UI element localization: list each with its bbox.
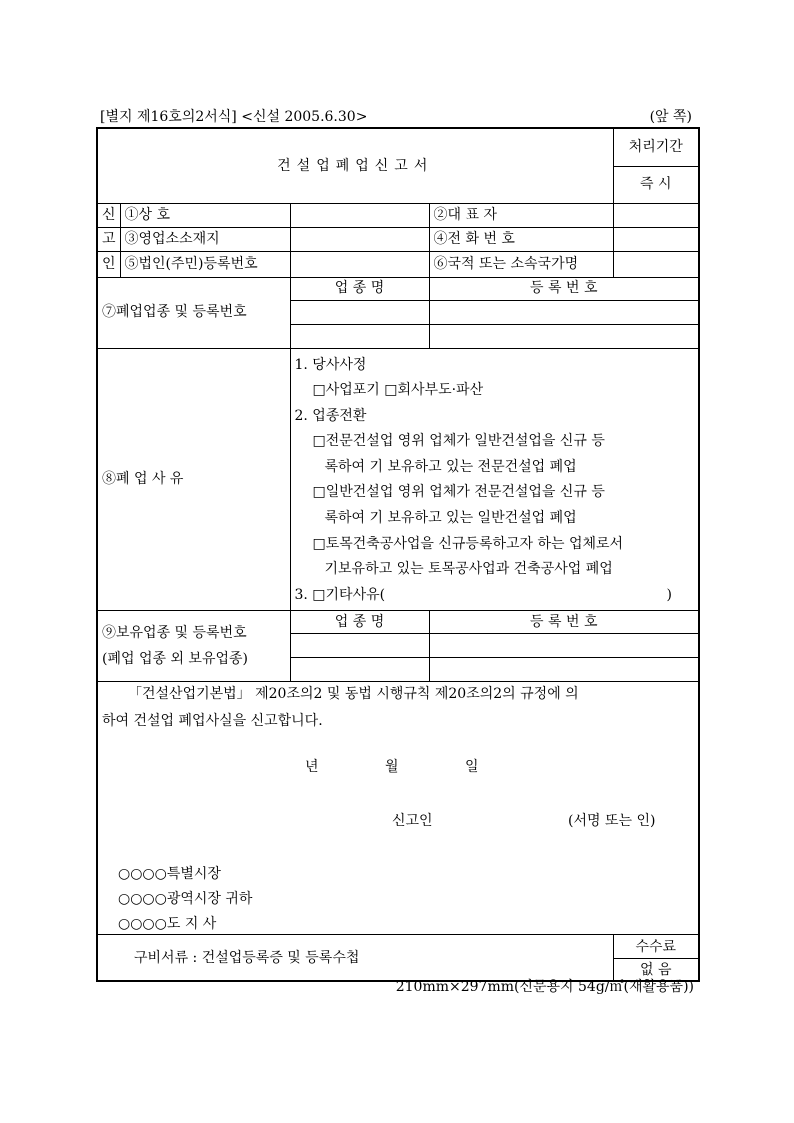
form-header xyxy=(100,106,696,126)
signature-note: (서명 또는 인) xyxy=(568,813,656,830)
trade-name-field[interactable] xyxy=(290,203,429,227)
addressee-special-city: ○○○○특별시장 xyxy=(118,866,221,883)
closure-report-form xyxy=(96,127,700,982)
declaration-text-line2: 하여 건설업 폐업사실을 신고합니다. xyxy=(102,713,323,730)
reason-checkbox-line[interactable]: □일반건설업 영위 업체가 전문건설업을 신규 등 xyxy=(312,484,605,501)
fee-label: 수수료 xyxy=(613,935,699,959)
applicant-signature-label: 신고인 xyxy=(392,813,433,830)
representative-label: ②대 표 자 xyxy=(429,203,613,227)
retained-business-reg-field[interactable] xyxy=(429,634,699,658)
closure-reason-options xyxy=(290,348,699,611)
closed-business-reg-field[interactable] xyxy=(429,324,699,348)
paper-spec: 210mm×297mm(신문용지 54g/㎡(재활용품)) xyxy=(395,979,694,995)
retained-business-reg-field[interactable] xyxy=(429,658,699,682)
phone-label: ④전 화 번 호 xyxy=(429,227,613,251)
retained-business-type-header: 업 종 명 xyxy=(290,611,429,634)
addressee-province: ○○○○도 지 사 xyxy=(118,916,217,933)
reason-line: 록하여 기 보유하고 있는 전문건설업 폐업 xyxy=(324,458,577,475)
form-reference: [별지 제16호의2서식] <신설 2005.6.30> xyxy=(100,109,368,125)
reason-other-line[interactable] xyxy=(295,583,697,609)
processing-period-value: 즉 시 xyxy=(613,166,699,203)
reason-checkbox-line[interactable]: □사업포기 □회사부도·파산 xyxy=(312,382,484,399)
required-documents: 구비서류 : 건설업등록증 및 등록수첩 xyxy=(97,935,613,981)
closure-reason-label: ⑧폐 업 사 유 xyxy=(97,348,290,611)
retained-business-type-field[interactable] xyxy=(290,634,429,658)
closed-business-reg-field[interactable] xyxy=(429,300,699,324)
retained-business-label-line1: ⑨보유업종 및 등록번호 xyxy=(102,625,247,642)
closed-business-reg-header: 등 록 번 호 xyxy=(429,277,699,300)
retained-business-reg-header: 등 록 번 호 xyxy=(429,611,699,634)
closed-business-type-header: 업 종 명 xyxy=(290,277,429,300)
retained-business-type-field[interactable] xyxy=(290,658,429,682)
reason-checkbox-line[interactable]: □전문건설업 영위 업체가 일반건설업을 신규 등 xyxy=(312,433,605,450)
reason-checkbox-line[interactable]: □토목건축공사업을 신규등록하고자 하는 업체로서 xyxy=(312,535,624,552)
applicant-side-char-1: 신 xyxy=(97,203,120,227)
reason-line: 록하여 기 보유하고 있는 일반건설업 폐업 xyxy=(324,510,577,527)
applicant-side-char-3: 인 xyxy=(97,251,120,277)
form-title: 건설업폐업신고서 xyxy=(97,128,613,203)
declaration-date xyxy=(98,759,698,779)
processing-period-label: 처리기간 xyxy=(613,128,699,166)
date-month-label: 월 xyxy=(385,759,399,776)
fee-value: 없 음 xyxy=(613,959,699,981)
nationality-field[interactable] xyxy=(613,251,699,277)
date-day-label: 일 xyxy=(465,759,479,776)
closed-business-label: ⑦폐업업종 및 등록번호 xyxy=(97,277,290,348)
page-side-label: (앞 쪽) xyxy=(649,109,692,125)
registration-number-label: ⑤법인(주민)등록번호 xyxy=(120,251,290,277)
trade-name-label: ①상 호 xyxy=(120,203,290,227)
phone-field[interactable] xyxy=(613,227,699,251)
office-address-label: ③영업소소재지 xyxy=(120,227,290,251)
retained-business-label xyxy=(97,611,290,682)
date-year-label: 년 xyxy=(305,759,319,776)
reason-other-close: ) xyxy=(666,586,672,603)
addressee-metro-city: ○○○○광역시장 귀하 xyxy=(118,891,253,908)
declaration-section xyxy=(97,682,699,935)
office-address-field[interactable] xyxy=(290,227,429,251)
closed-business-type-field[interactable] xyxy=(290,324,429,348)
reason-line: 2. 업종전환 xyxy=(294,407,367,424)
reason-line: 1. 당사사정 xyxy=(294,356,367,373)
declaration-text-line1: 「건설산업기본법」 제20조의2 및 동법 시행규칙 제20조의2의 규정에 의 xyxy=(128,686,579,703)
registration-number-field[interactable] xyxy=(290,251,429,277)
retained-business-label-line2: (폐업 업종 외 보유업종) xyxy=(102,651,248,668)
reason-line: 기보유하고 있는 토목공사업과 건축공사업 폐업 xyxy=(324,561,613,578)
representative-field[interactable] xyxy=(613,203,699,227)
applicant-side-char-2: 고 xyxy=(97,227,120,251)
reason-other-label: 3. □기타사유( xyxy=(294,586,386,603)
closed-business-type-field[interactable] xyxy=(290,300,429,324)
nationality-label: ⑥국적 또는 소속국가명 xyxy=(429,251,613,277)
